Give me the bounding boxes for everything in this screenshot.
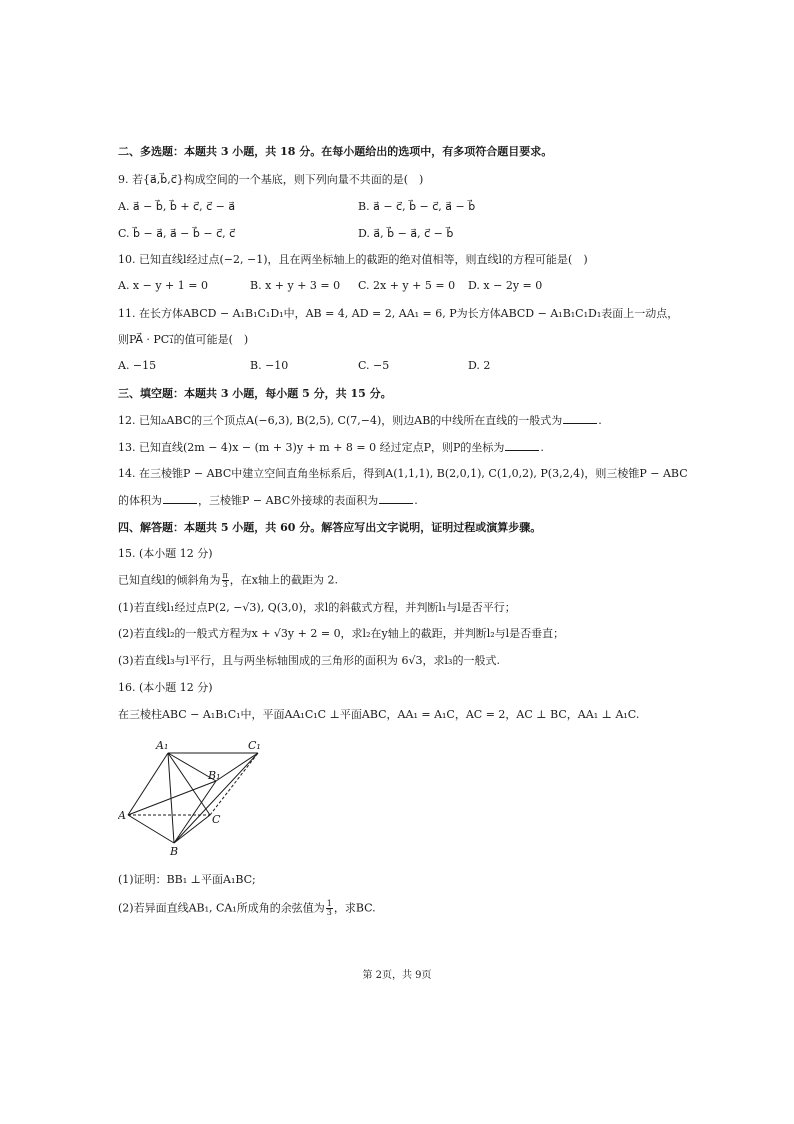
q16-part2 — [118, 900, 376, 917]
q16-part2-a: (2)若异面直线AB₁, CA₁所成角的余弦值为 — [118, 901, 325, 915]
q11-stem-line2: 则PA⃗ · PC₁⃗的值可能是( ) — [118, 333, 249, 346]
q15-frac-num: π — [222, 571, 228, 580]
page-footer: 第 2页，共 9页 — [362, 970, 432, 981]
q16-frac-num: 1 — [326, 899, 332, 908]
q14-line2 — [118, 493, 418, 509]
q9-option-d: D. a⃗, b⃗ − a⃗, c⃗ − b⃗ — [358, 227, 454, 240]
q16-part2-b: ，求BC. — [333, 901, 376, 915]
q16-stem: 在三棱柱ABC − A₁B₁C₁中，平面AA₁C₁C ⊥平面ABC，AA₁ = A₁C，AC = 2，AC ⊥ BC，AA₁ ⊥ A₁C. — [118, 708, 640, 721]
q15-part1: (1)若直线l₁经过点P(2, −√3), Q(3,0)，求l的斜截式方程，并判断l₁与l是否平行； — [118, 601, 516, 614]
q9-option-b: B. a⃗ − c⃗, b⃗ − c⃗, a⃗ − b⃗ — [358, 200, 476, 213]
q15-stem-b: ，在x轴上的截距为 2. — [229, 573, 338, 587]
q16-frac-den: 3 — [326, 908, 332, 917]
q11-option-b: B. −10 — [250, 359, 289, 372]
q15-stem-a: 已知直线l的倾斜角为 — [118, 573, 221, 587]
q14-line1: 14. 在三棱锥P − ABC中建立空间直角坐标系后，得到A(1,1,1), B(2,0,1), C(1,0,2), P(3,2,4)，则三棱锥P − ABC — [118, 467, 688, 480]
q9-option-a: A. a⃗ − b⃗, b⃗ + c⃗, c⃗ − a⃗ — [118, 200, 236, 213]
q12-text: 12. 已知▵ABC的三个顶点A(−6,3), B(2,5), C(7,−4)，则边AB的中线所在直线的一般式为 — [118, 414, 563, 427]
q12-end: . — [598, 414, 602, 427]
q13-answer-blank — [505, 440, 539, 451]
q11-stem-line1: 11. 在长方体ABCD − A₁B₁C₁D₁中，AB = 4, AD = 2, AA₁ = 6, P为长方体ABCD − A₁B₁C₁D₁表面上一动点， — [118, 307, 679, 320]
q15-title: 15. (本小题 12 分) — [118, 547, 213, 560]
q14-volume-blank — [163, 493, 197, 504]
section-fill-blank-heading: 三、填空题：本题共 3 小题，每小题 5 分，共 15 分。 — [118, 387, 392, 400]
label-a: A — [118, 809, 126, 822]
q14-end: . — [414, 494, 418, 507]
q16-cos-fraction — [326, 900, 333, 917]
q13-text: 13. 已知直线(2m − 4)x − (m + 3)y + m + 8 = 0 经过定点P，则P的坐标为 — [118, 441, 505, 454]
label-c1: C₁ — [248, 739, 261, 752]
q10-option-a: A. x − y + 1 = 0 — [118, 279, 208, 292]
label-a1: A₁ — [156, 739, 169, 752]
q16-title: 16. (本小题 12 分) — [118, 681, 213, 694]
q14-sphere-blank — [379, 493, 413, 504]
label-b1: B₁ — [208, 769, 221, 782]
q15-part2: (2)若直线l₂的一般式方程为x + √3y + 2 = 0，求l₂在y轴上的截距，并判断l₂与l是否垂直； — [118, 627, 565, 640]
q10-option-c: C. 2x + y + 5 = 0 — [358, 279, 456, 292]
label-b: B — [170, 845, 179, 855]
q15-stem — [118, 572, 338, 589]
q15-part3: (3)若直线l₃与l平行，且与两坐标轴围成的三角形的面积为 6√3，求l₃的一般式. — [118, 654, 500, 667]
q13-end: . — [540, 441, 544, 454]
q11-option-c: C. −5 — [358, 359, 390, 372]
q16-part1: (1)证明：BB₁ ⊥平面A₁BC; — [118, 873, 256, 886]
q9-option-c: C. b⃗ − a⃗, a⃗ − b⃗ − c⃗, c⃗ — [118, 227, 236, 240]
q11-option-a: A. −15 — [118, 359, 157, 372]
q9-stem: 9. 若{a⃗,b⃗,c⃗}构成空间的一个基底，则下列向量不共面的是( ) — [118, 173, 424, 186]
q15-angle-fraction — [222, 572, 229, 589]
prism-figure — [118, 735, 268, 855]
q10-option-b: B. x + y + 3 = 0 — [250, 279, 341, 292]
q13 — [118, 440, 544, 456]
section-multi-choice-heading: 二、多选题：本题共 3 小题，共 18 分。在每小题给出的选项中，有多项符合题目要求。 — [118, 145, 553, 158]
section-solve-heading: 四、解答题：本题共 5 小题，共 60 分。解答应写出文字说明，证明过程或演算步骤。 — [118, 521, 542, 534]
q11-option-d: D. 2 — [468, 359, 491, 372]
q12-answer-blank — [563, 413, 597, 424]
q15-frac-den: 3 — [222, 580, 228, 589]
q10-option-d: D. x − 2y = 0 — [468, 279, 543, 292]
q10-stem: 10. 已知直线l经过点(−2, −1)，且在两坐标轴上的截距的绝对值相等，则直线l的方程可能是( ) — [118, 253, 588, 266]
label-c: C — [212, 813, 221, 826]
q12 — [118, 413, 602, 429]
q14-volume-label: 的体积为 — [118, 494, 162, 507]
q14-sphere-label: ，三棱锥P − ABC外接球的表面积为 — [198, 494, 379, 507]
